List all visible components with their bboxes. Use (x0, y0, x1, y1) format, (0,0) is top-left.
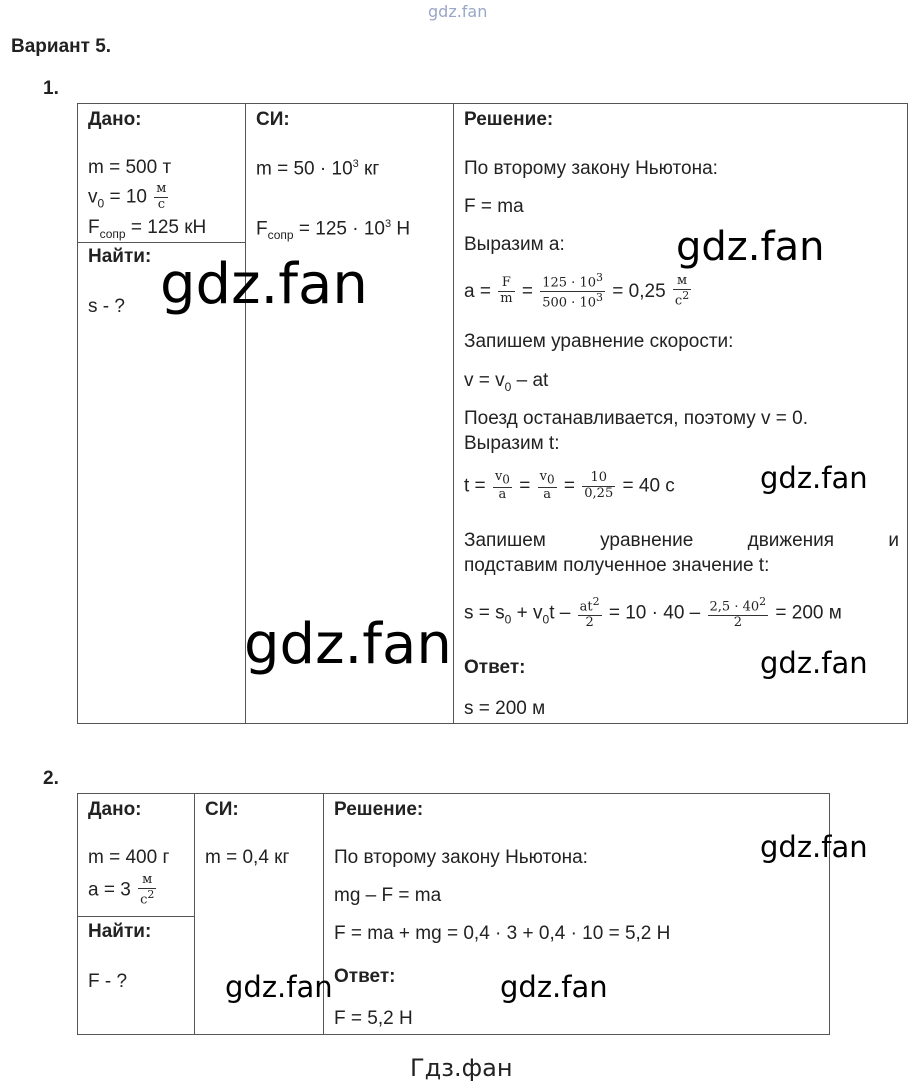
find-value: s - ? (88, 296, 125, 317)
row-divider (78, 916, 194, 917)
watermark: gdz.fan (500, 970, 608, 1004)
solution-line: mg – F = ma (334, 885, 442, 906)
time-formula: t = $\frac{v_0}{a}$ = $\frac{v_0}{a}$ = $\frac{10}{0,25}$ = 40 с (464, 469, 675, 503)
problem-2-table (77, 793, 830, 1035)
solution-line: По второму закону Ньютона: (464, 158, 718, 179)
footer-text: Гдз.фан (410, 1054, 513, 1082)
watermark: gdz.fan (225, 970, 333, 1004)
given-resistance-force: $F_{сопр} = 125$ кН (88, 217, 207, 241)
answer-header: Ответ: (464, 657, 526, 678)
watermark: gdz.fan (244, 612, 452, 677)
acceleration-formula: a = $\frac{F}{m}$ = $\frac{125 \cdot 10^3}{500 \cdot 10^3}$ = 0,25 $\frac{м}{с^2}$ (464, 271, 690, 311)
solution-line: Запишем уравнение скорости: (464, 331, 734, 352)
column-divider (453, 104, 454, 723)
si-mass: m = 0,4 кг (205, 847, 290, 868)
site-header: gdz.fan (428, 2, 488, 21)
find-header: Найти: (88, 246, 152, 267)
watermark: gdz.fan (160, 252, 368, 317)
solution-header: Решение: (334, 799, 424, 820)
problem-1-table (77, 103, 908, 724)
solution-line: F = ma + mg = 0,4 · 3 + 0,4 · 10 = 5,2 Н (334, 923, 671, 944)
find-header: Найти: (88, 921, 152, 942)
find-value: F - ? (88, 971, 128, 992)
answer-value: F = 5,2 Н (334, 1008, 413, 1029)
watermark: gdz.fan (760, 646, 868, 680)
problem-2-number: 2. (43, 768, 59, 789)
watermark: gdz.fan (760, 461, 868, 495)
solution-line: Выразим a: (464, 234, 565, 255)
given-mass: m = 400 г (88, 847, 170, 868)
si-header: СИ: (205, 799, 239, 820)
answer-header: Ответ: (334, 966, 396, 987)
si-force: $F_{сопр} = 125 \cdot 10^3$ Н (256, 218, 411, 243)
si-header: СИ: (256, 109, 290, 130)
solution-line: F = ma (464, 196, 524, 217)
variant-title: Вариант 5. (11, 36, 112, 57)
unit-fraction: $\frac{м}{с^2}$ (140, 872, 155, 908)
solution-line-justified: Запишем уравнение движения и (464, 530, 899, 551)
problem-1-number: 1. (43, 78, 59, 99)
solution-line: Выразим t: (464, 433, 560, 454)
si-mass: $m = 50 \cdot 10^3$ кг (256, 158, 380, 180)
solution-line: Поезд останавливается, поэтому v = 0. (464, 408, 809, 429)
given-header: Дано: (88, 799, 142, 820)
solution-line: подставим полученное значение t: (464, 555, 770, 576)
solution-line: По второму закону Ньютона: (334, 847, 588, 868)
solution-header: Решение: (464, 109, 554, 130)
given-acceleration: a = 3 $\frac{м}{с^2}$ (88, 872, 155, 908)
row-divider (78, 242, 245, 243)
unit-fraction: $\frac{м}{с}$ (156, 181, 167, 212)
watermark: gdz.fan (760, 830, 868, 864)
given-initial-velocity: $v_0 = 10$ $\frac{м}{с}$ (88, 181, 167, 212)
distance-formula: $s = s_0 + v_0t$ – $\frac{at^2}{2}$ = 10 · 40 – $\frac{2,5 \cdot 40^2}{2}$ = 200 м (464, 595, 842, 631)
velocity-equation: $v = v_0$ – at (464, 370, 549, 394)
given-header: Дано: (88, 109, 142, 130)
column-divider (194, 794, 195, 1034)
answer-value: s = 200 м (464, 698, 546, 719)
watermark: gdz.fan (676, 224, 825, 270)
given-mass: m = 500 т (88, 157, 172, 178)
